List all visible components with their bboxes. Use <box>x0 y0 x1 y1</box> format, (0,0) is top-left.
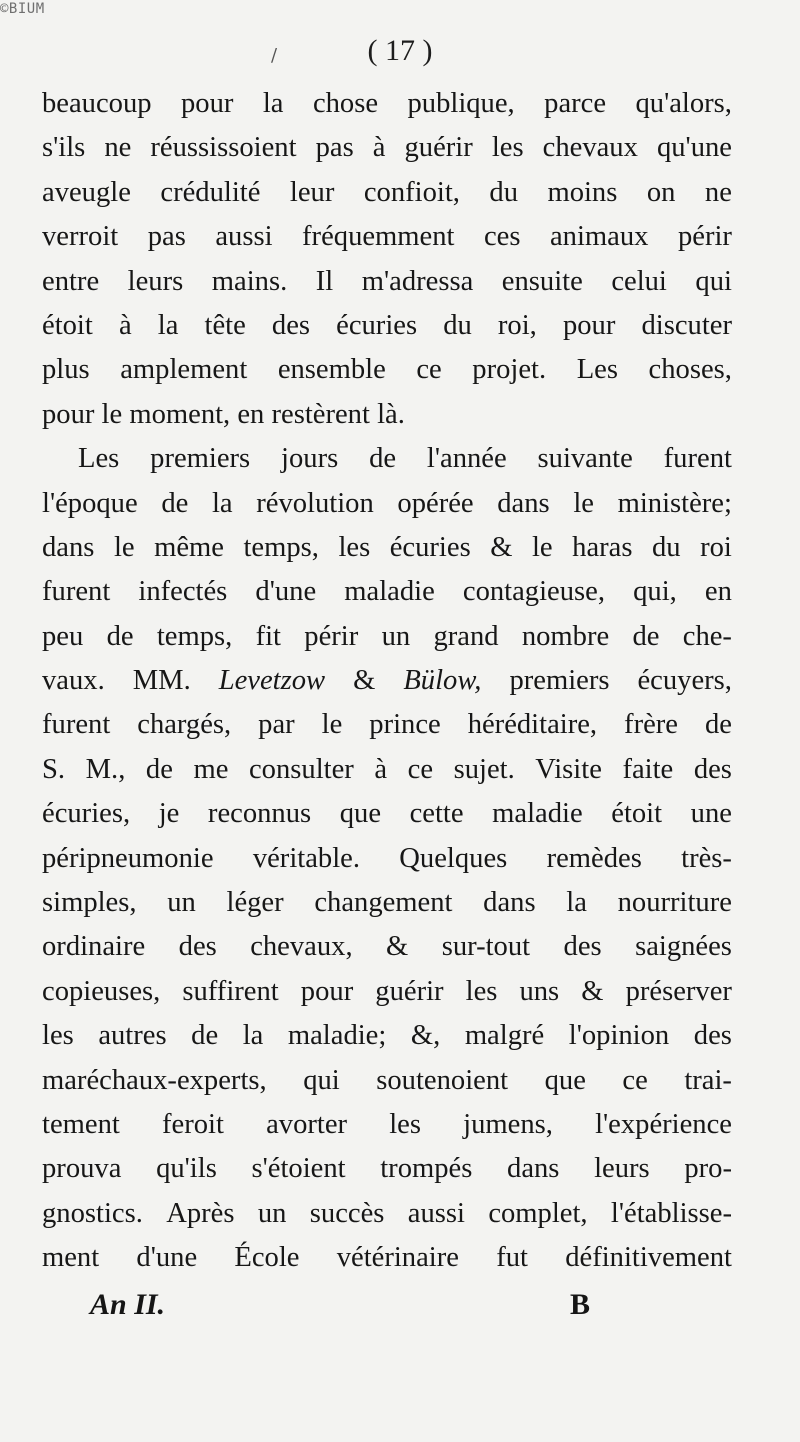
text-line: les autres de la maladie; &, malgré l'opinion des <box>42 1020 732 1052</box>
text-line: beaucoup pour la chose publique, parce qu'alors, <box>42 88 732 119</box>
text-line: maréchaux-experts, qui soutenoient que ce trai- <box>42 1064 732 1096</box>
text-line: Les premiers jours de l'année suivante furent <box>78 443 732 475</box>
signature-mark-left: An II. <box>90 1288 166 1321</box>
text-line: pour le moment, en restèrent là. <box>42 398 405 430</box>
page-number: ( 17 ) <box>367 34 433 67</box>
page-footer <box>0 1288 800 1332</box>
text-line: ment d'une École vétérinaire fut définitivement <box>42 1242 732 1274</box>
text-line: peu de temps, fit périr un grand nombre de che- <box>42 620 732 652</box>
text-line: écuries, je reconnus que cette maladie étoit une <box>42 798 732 830</box>
body-text <box>42 82 732 1281</box>
watermark: ©BIUM <box>0 1 45 17</box>
text-line: vaux. MM. Levetzow & Bülow, premiers écuyers, <box>42 665 732 697</box>
text-line: furent infectés d'une maladie contagieuse, qui, en <box>42 576 732 608</box>
text-line: l'époque de la révolution opérée dans le ministère; <box>42 487 732 519</box>
text-line: ordinaire des chevaux, & sur-tout des saignées <box>42 931 732 963</box>
text-line: péripneumonie véritable. Quelques remèdes très- <box>42 842 732 874</box>
text-line: tement feroit avorter les jumens, l'expérience <box>42 1108 732 1140</box>
text-line: verroit pas aussi fréquemment ces animaux périr <box>42 221 732 253</box>
text-line: gnostics. Après un succès aussi complet, l'établisse- <box>42 1197 732 1229</box>
margin-mark: / <box>271 45 278 66</box>
text-line: prouva qu'ils s'étoient trompés dans leurs pro- <box>42 1153 732 1185</box>
text-line: plus amplement ensemble ce projet. Les choses, <box>42 354 732 386</box>
text-line: étoit à la tête des écuries du roi, pour discuter <box>42 309 732 341</box>
text-line: aveugle crédulité leur confioit, du moins on ne <box>42 176 732 208</box>
text-line: copieuses, suffirent pour guérir les uns & préserver <box>42 975 732 1007</box>
text-line: S. M., de me consulter à ce sujet. Visite faite des <box>42 753 732 785</box>
text-line: s'ils ne réussissoient pas à guérir les chevaux qu'une <box>42 132 732 164</box>
text-line: simples, un léger changement dans la nourriture <box>42 887 732 919</box>
signature-mark-right: B <box>570 1288 591 1321</box>
text-line: entre leurs mains. Il m'adressa ensuite celui qui <box>42 265 732 297</box>
text-line: dans le même temps, les écuries & le haras du roi <box>42 531 732 563</box>
text-line: furent chargés, par le prince héréditaire, frère de <box>42 709 732 741</box>
